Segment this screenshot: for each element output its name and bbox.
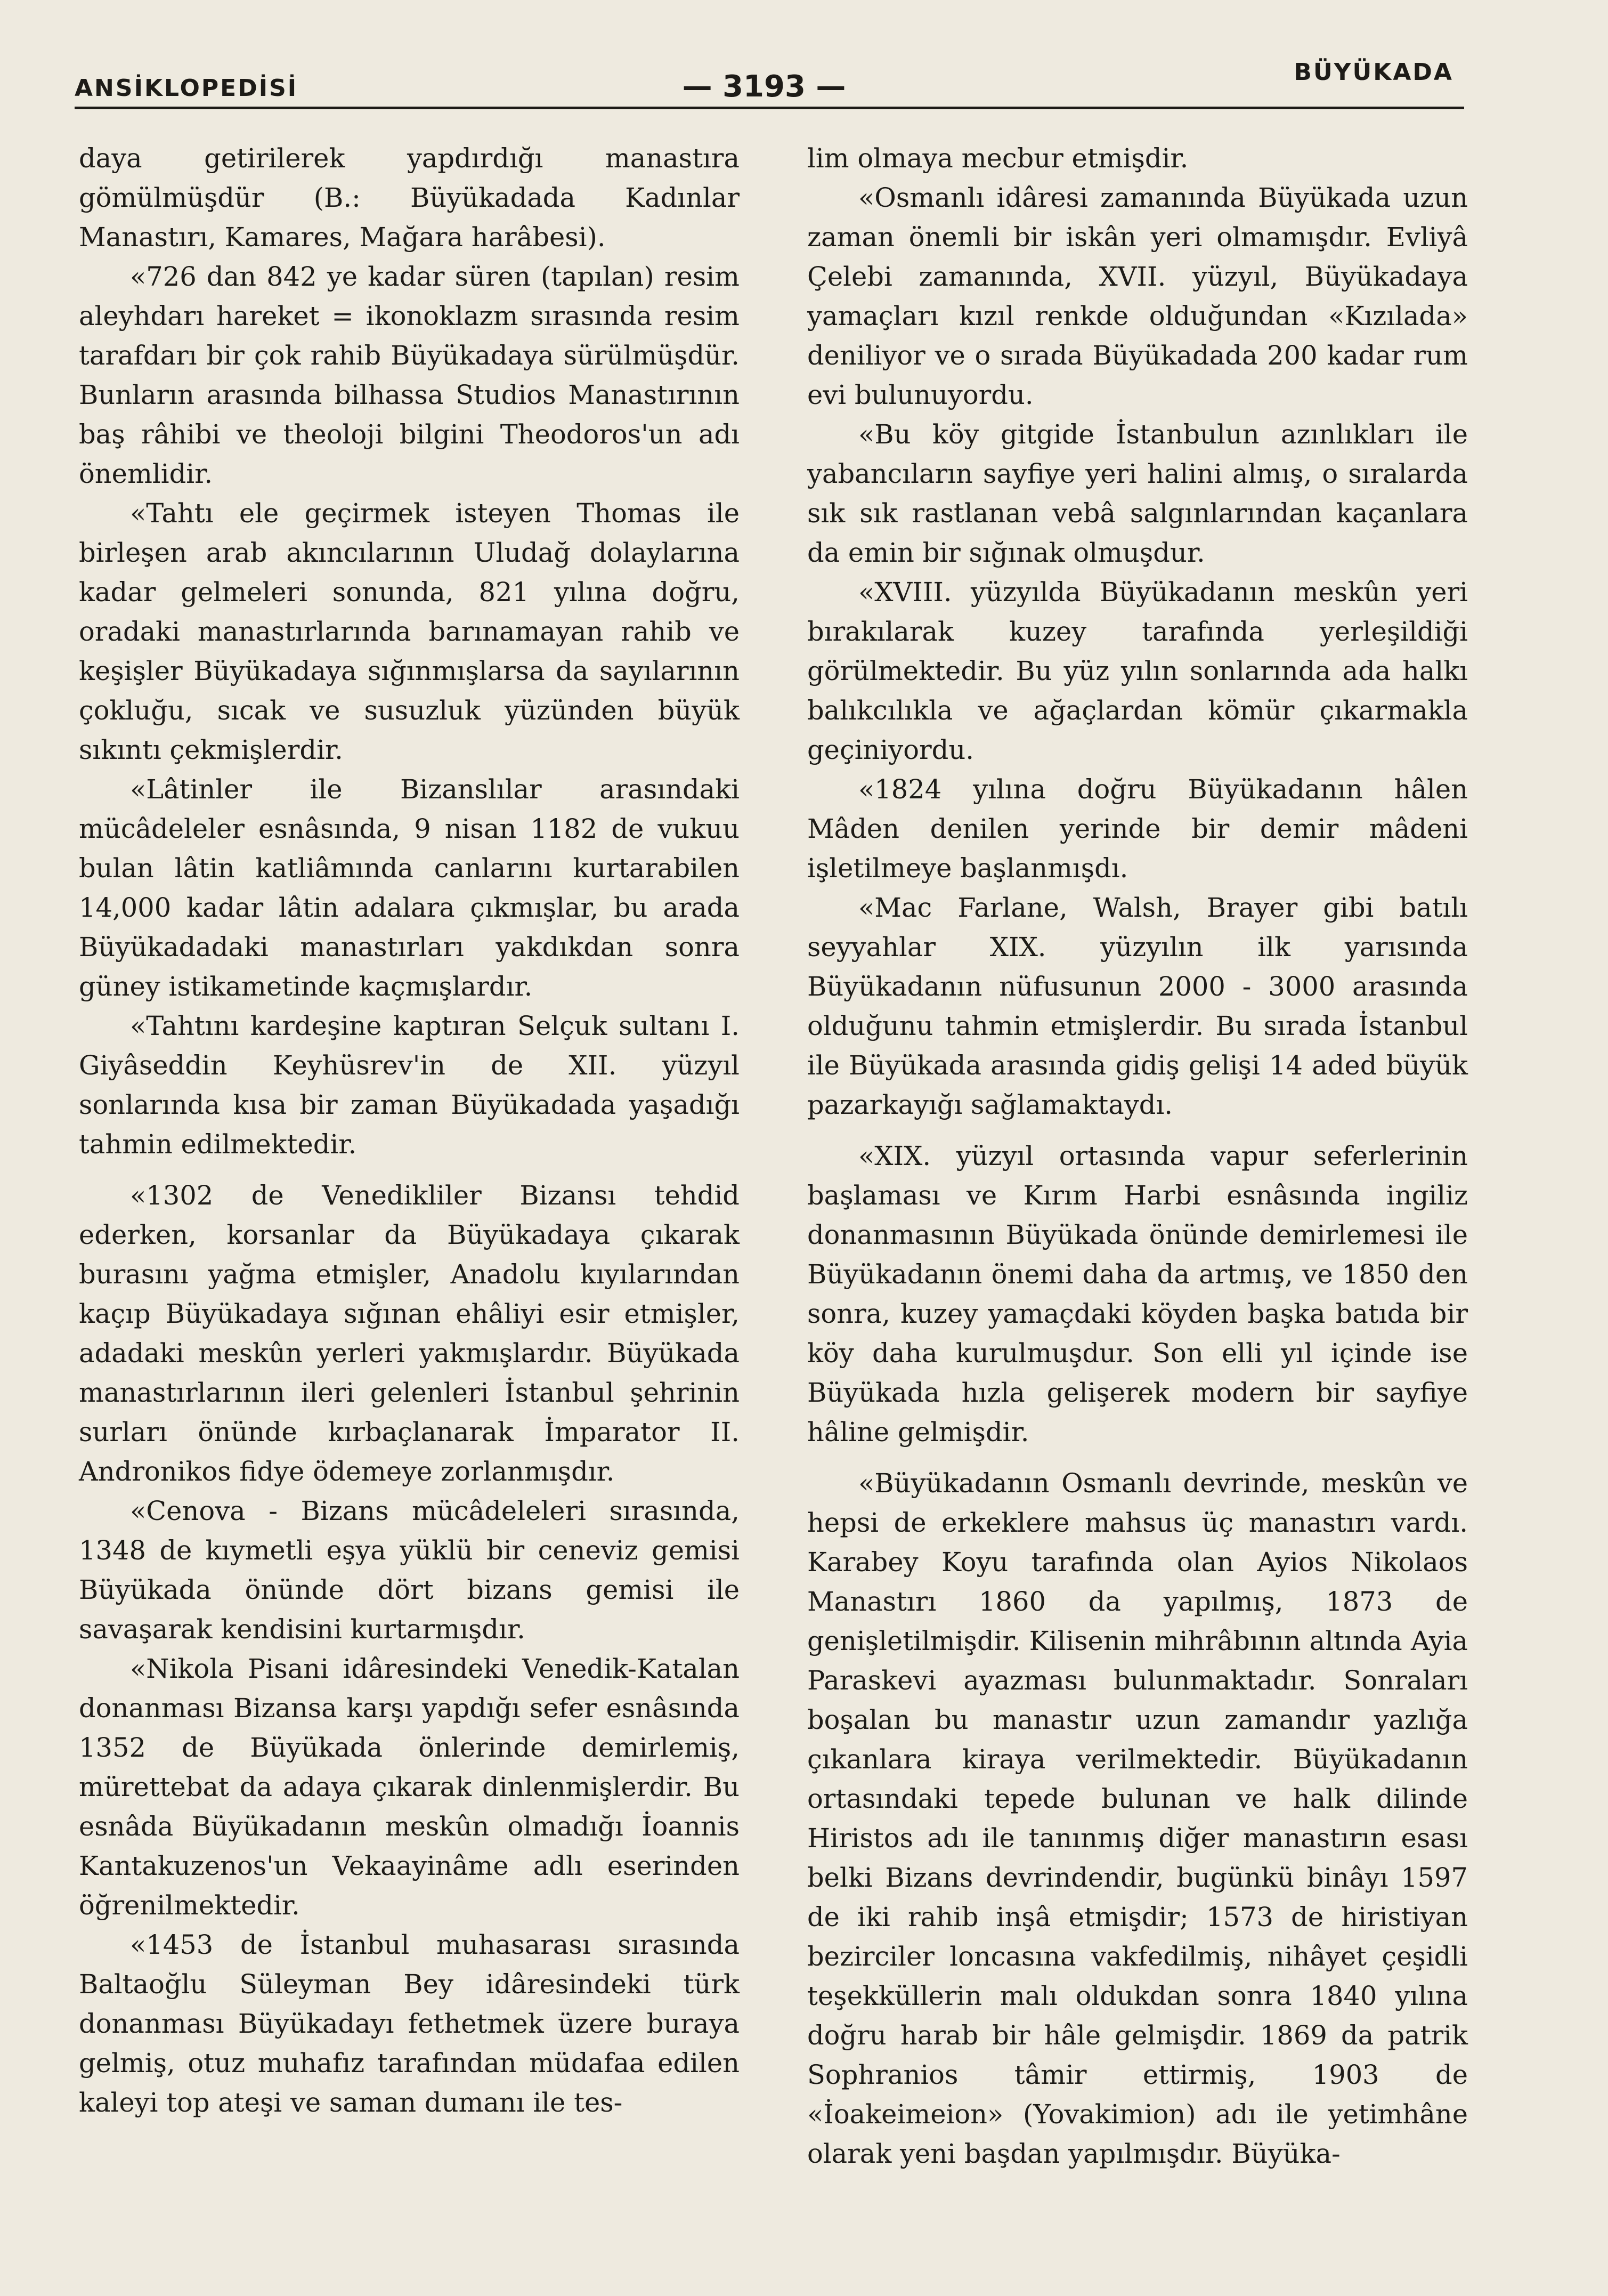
paragraph: «Nikola Pisani idâresindeki Venedik-Katalan donanması Bizansa karşı yapdığı sefer esnâsında 1352 de Büyükada önlerinde demirlemiş, mürettebat da adaya çıkarak dinlenmişlerdir. Bu esnâda Büyükadanın meskûn olmadığı İoannis Kantakuzenos'un Vekaayinâme adlı eserinden öğrenilmektedir. bbox=[79, 1653, 740, 1921]
right-column bbox=[807, 139, 1468, 2173]
paragraph: «726 dan 842 ye kadar süren (tapılan) resim aleyhdarı hareket = ikonoklazm sırasında resim tarafdarı bir çok rahib Büyükadaya sürülmüşdür. Bunların arasında bilhassa Studios Manastırının baş râhibi ve theoloji bilgini Theodoros'un adı önemlidir. bbox=[79, 261, 740, 489]
header-encyclopedia-title: ANSİKLOPEDİSİ bbox=[75, 75, 298, 102]
header-entry-title: BÜYÜKADA bbox=[1294, 59, 1453, 86]
header-rule bbox=[75, 107, 1464, 109]
header-page-number: — 3193 — bbox=[682, 69, 846, 104]
paragraph: «XIX. yüzyıl ortasında vapur seferlerinin başlaması ve Kırım Harbi esnâsında ingiliz donanmasının Büyükada önünde demirlemesi ile Büyükadanın önemi daha da artmış, ve 1850 den sonra, kuzey yamaçdaki köyden başka batıda bir köy daha kurulmuşdur. Son elli yıl içinde ise Büyükada hızla gelişerek modern bir sayfiye hâline gelmişdir. bbox=[807, 1141, 1468, 1448]
paragraph: «1302 de Venedikliler Bizansı tehdid ederken, korsanlar da Büyükadaya çıkarak burasını yağma etmişler, Anadolu kıyılarından kaçıp Büyükadaya sığınan ehâliyi esir etmişler, adadaki meskûn yerleri yakmışlardır. Büyükada manastırlarının ileri gelenleri İstanbul şehrinin surları önünde kırbaçlanarak İmparator II. Andronikos fidye ödemeye zorlanmışdır. bbox=[79, 1180, 740, 1487]
paragraph: «1824 yılına doğru Büyükadanın hâlen Mâden denilen yerinde bir demir mâdeni işletilmeye başlanmışdı. bbox=[807, 774, 1468, 884]
paragraph: «Tahtını kardeşine kaptıran Selçuk sultanı I. Giyâseddin Keyhüsrev'in de XII. yüzyıl sonlarında kısa bir zaman Büyükadada yaşadığı tahmin edilmektedir. bbox=[79, 1010, 740, 1160]
left-column bbox=[79, 139, 740, 2122]
paragraph: «XVIII. yüzyılda Büyükadanın meskûn yeri bırakılarak kuzey tarafında yerleşildiği görülmektedir. Bu yüz yılın sonlarında ada halkı balıkcılıkla ve ağaçlardan kömür çıkarmakla geçiniyordu. bbox=[807, 577, 1468, 765]
paragraph: «Bu köy gitgide İstanbulun azınlıkları ile yabancıların sayfiye yeri halini almış, o sıralarda sık sık rastlanan vebâ salgınlarından kaçanlara da emin bir sığınak olmuşdur. bbox=[807, 419, 1468, 568]
paragraph: «Osmanlı idâresi zamanında Büyükada uzun zaman önemli bir iskân yeri olmamışdır. Evliyâ Çelebi zamanında, XVII. yüzyıl, Büyükadaya yamaçları kızıl renkde olduğundan «Kızılada» deniliyor ve o sırada Büyükadada 200 kadar rum evi bulunuyordu. bbox=[807, 182, 1468, 410]
paragraph: «Cenova - Bizans mücâdeleleri sırasında, 1348 de kıymetli eşya yüklü bir ceneviz gemisi Büyükada önünde dört bizans gemisi ile savaşarak kendisini kurtarmışdır. bbox=[79, 1495, 740, 1645]
paragraph: daya getirilerek yapdırdığı manastıra gömülmüşdür (B.: Büyükadada Kadınlar Manastırı, Kamares, Mağara harâbesi). bbox=[79, 143, 740, 253]
paragraph: «1453 de İstanbul muhasarası sırasında Baltaoğlu Süleyman Bey idâresindeki türk donanması Büyükadayı fethetmek üzere buraya gelmiş, otuz muhafız tarafından müdafaa edilen kaleyi top ateşi ve saman dumanı ile tes- bbox=[79, 1929, 740, 2118]
paragraph: «Tahtı ele geçirmek isteyen Thomas ile birleşen arab akıncılarının Uludağ dolaylarına kadar gelmeleri sonunda, 821 yılına doğru, oradaki manastırlarında barınamayan rahib ve keşişler Büyükadaya sığınmışlarsa da sayılarının çokluğu, sıcak ve susuzluk yüzünden büyük sıkıntı çekmişlerdir. bbox=[79, 498, 740, 765]
paragraph: «Lâtinler ile Bizanslılar arasındaki mücâdeleler esnâsında, 9 nisan 1182 de vukuu bulan lâtin katliâmında canlarını kurtarabilen 14,000 kadar lâtin adalara çıkmışlar, bu arada Büyükadadaki manastırları yakdıkdan sonra güney istikametinde kaçmışlardır. bbox=[79, 774, 740, 1002]
page-header bbox=[75, 49, 1453, 108]
paragraph: lim olmaya mecbur etmişdir. bbox=[807, 143, 1189, 174]
paragraph: «Mac Farlane, Walsh, Brayer gibi batılı seyyahlar XIX. yüzyılın ilk yarısında Büyükadanın nüfusunun 2000 - 3000 arasında olduğunu tahmin etmişlerdir. Bu sırada İstanbul ile Büyükada arasında gidiş gelişi 14 aded büyük pazarkayığı sağlamaktaydı. bbox=[807, 892, 1468, 1120]
paragraph: «Büyükadanın Osmanlı devrinde, meskûn ve hepsi de erkeklere mahsus üç manastırı vardı. Karabey Koyu tarafında olan Ayios Nikolaos Manastırı 1860 da yapılmış, 1873 de genişletilmişdir. Kilisenin mihrâbının altında Ayia Paraskevi ayazması bulunmaktadır. Sonraları boşalan bu manastır uzun zamandır yazlığa çıkanlara kiraya verilmektedir. Büyükadanın ortasındaki tepede bulunan ve halk dilinde Hiristos adı ile tanınmış diğer manastırın esası belki Bizans devrindendir, bugünkü binâyı 1597 de iki rahib inşâ etmişdir; 1573 de hiristiyan bezirciler loncasına vakfedilmiş, nihâyet çeşidli teşekküllerin malı oldukdan sonra 1840 yılına doğru harab bir hâle gelmişdir. 1869 da patrik Sophranios tâmir ettirmiş, 1903 de «İoakeimeion» (Yovakimion) adı ile yetimhâne olarak yeni başdan yapılmışdır. Büyüka- bbox=[807, 1468, 1468, 2169]
